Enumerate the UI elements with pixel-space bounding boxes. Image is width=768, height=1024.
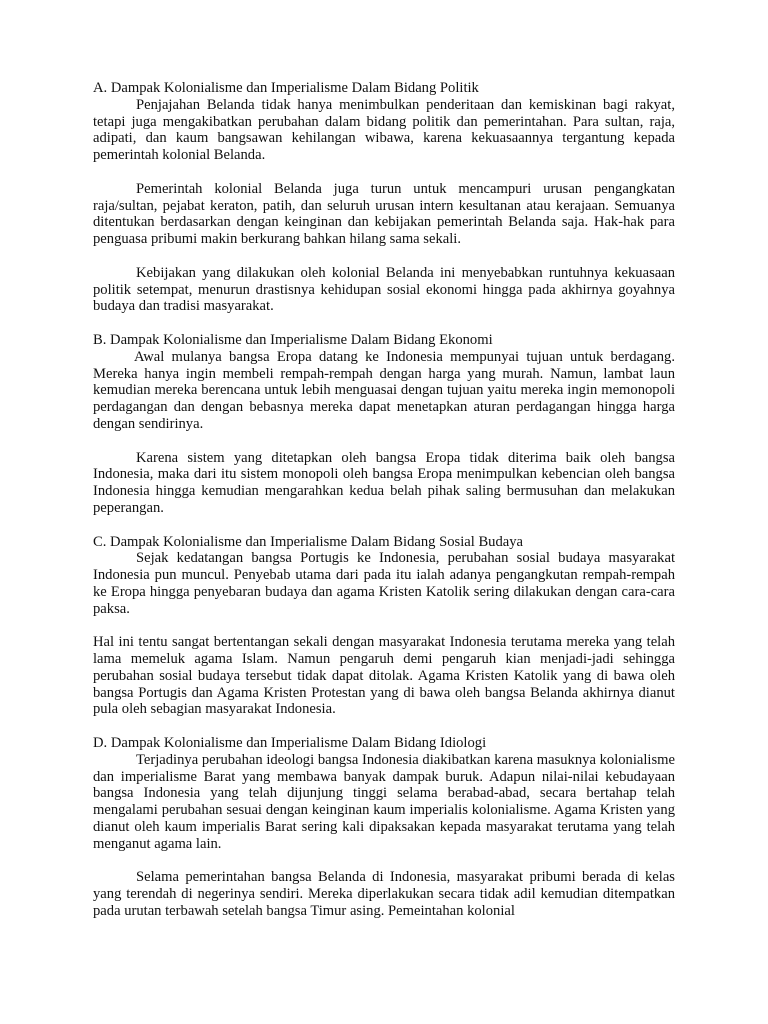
section-heading-politik: A. Dampak Kolonialisme dan Imperialisme Dalam Bidang Politik bbox=[93, 80, 479, 96]
paragraph-politik-2: Pemerintah kolonial Belanda juga turun untuk mencampuri urusan pengangkatan raja/sultan, pejabat keraton, patih, dan seluruh urusan intern kesultanan atau kerajaan. Semuanya ditentukan berdasarkan dengan keinginan dan kebijakan pemerintah Belanda saja. Hak-hak para penguasa pribumi makin berkurang bahkan hilang sama sekali. bbox=[93, 180, 675, 248]
paragraph-ekonomi-1: Awal mulanya bangsa Eropa datang ke Indonesia mempunyai tujuan untuk berdagang. Mereka hanya ingin membeli rempah-rempah dengan harga yang murah. Namun, lambat laun kemudian mereka berencana untuk lebih menguasai dengan tujuan yaitu mereka ingin memonopoli perdagangan dan dengan bebasnya mereka dapat menetapkan aturan perdagangan hingga harga dengan sendirinya. bbox=[93, 348, 675, 432]
paragraph-ekonomi-2: Karena sistem yang ditetapkan oleh bangsa Eropa tidak diterima baik oleh bangsa Indonesia, maka dari itu sistem monopoli oleh bangsa Eropa menimpulkan kebencian oleh bangsa Indonesia hingga kemudian mengarahkan kedua belah pihak saling bermusuhan dan melakukan peperangan. bbox=[93, 449, 675, 516]
paragraph-politik-1: Penjajahan Belanda tidak hanya menimbulkan penderitaan dan kemiskinan bagi rakyat, tetapi juga mengakibatkan perubahan dalam bidang politik dan pemerintahan. Para sultan, raja, adipati, dan kaum bangsawan kehilangan wibawa, karena kekuasaannya tergantung kepada pemerintah kolonial Belanda. bbox=[93, 96, 675, 164]
document-page bbox=[93, 80, 675, 920]
paragraph-sosial-budaya-1: Sejak kedatangan bangsa Portugis ke Indonesia, perubahan sosial budaya masyarakat Indonesia pun muncul. Penyebab utama dari pada itu ialah adanya pengangkutan rempah-rempah ke Eropa hingga penyebaran budaya dan agama Kristen Katolik sering dilakukan dengan cara-cara paksa. bbox=[93, 550, 675, 617]
section-heading-ekonomi: B. Dampak Kolonialisme dan Imperialisme Dalam Bidang Ekonomi bbox=[93, 331, 493, 348]
paragraph-idiologi-1: Terjadinya perubahan ideologi bangsa Indonesia diakibatkan karena masuknya kolonialisme dan imperialisme Barat yang membawa banyak dampak buruk. Adapun nilai-nilai kebudayaan bangsa Indonesia yang telah dijunjung tinggi selama berabad-abad, secara bertahap telah mengalami perubahan sesuai dengan keinginan kaum imperialis kolonialisme. Agama Kristen yang dianut oleh kaum imperialis Barat sering kali dipaksakan kepada masyarakat terutama yang telah menganut agama lain. bbox=[93, 751, 675, 852]
paragraph-idiologi-2: Selama pemerintahan bangsa Belanda di Indonesia, masyarakat pribumi berada di kelas yang terendah di negerinya sendiri. Mereka diperlakukan secara tidak adil kemudian ditempatkan pada urutan terbawah setelah bangsa Timur asing. Pemeintahan kolonial bbox=[93, 869, 675, 920]
section-heading-sosial-budaya: C. Dampak Kolonialisme dan Imperialisme Dalam Bidang Sosial Budaya bbox=[93, 533, 524, 550]
paragraph-politik-3: Kebijakan yang dilakukan oleh kolonial Belanda ini menyebabkan runtuhnya kekuasaan politik setempat, menurun drastisnya kehidupan sosial ekonomi hingga pada akhirnya goyahnya budaya dan tradisi masyarakat. bbox=[93, 264, 675, 315]
paragraph-sosial-budaya-2: Hal ini tentu sangat bertentangan sekali dengan masyarakat Indonesia terutama mereka yang telah lama memeluk agama Islam. Namun pengaruh demi pengaruh kian menjadi-jadi sehingga perubahan sosial budaya tersebut tidak dapat ditolak. Agama Kristen Katolik yang di bawa oleh bangsa Portugis dan Agama Kristen Protestan yang di bawa oleh bangsa Belanda akhirnya dianut pula oleh sebagian masyarakat Indonesia. bbox=[93, 634, 675, 718]
section-heading-idiologi: D. Dampak Kolonialisme dan Imperialisme Dalam Bidang Idiologi bbox=[93, 735, 487, 752]
